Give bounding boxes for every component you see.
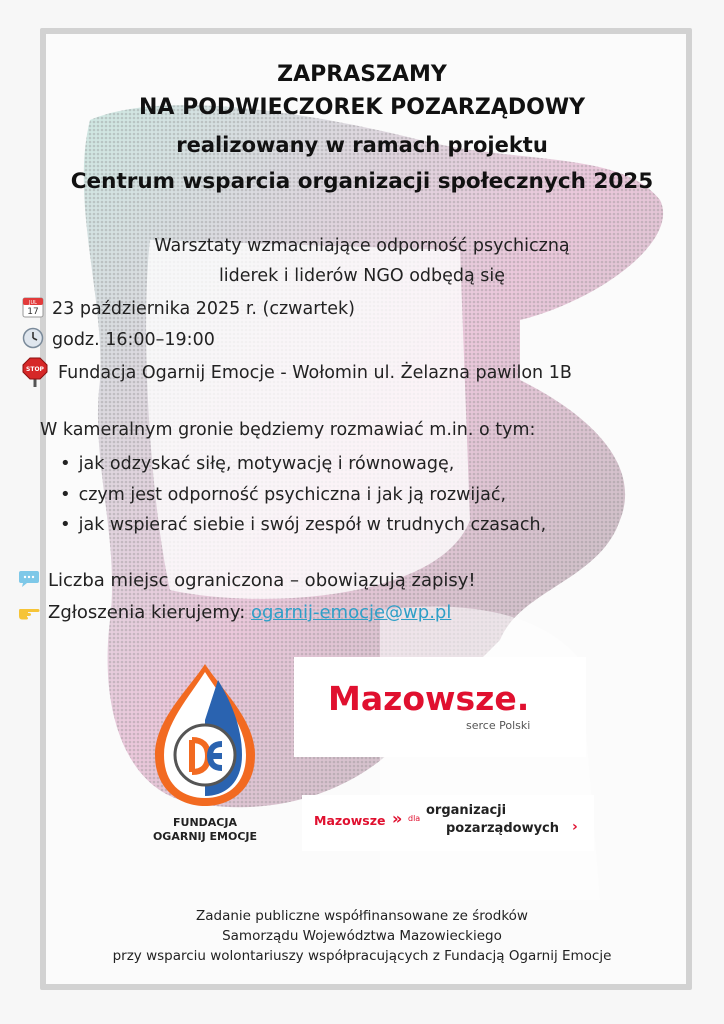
ngo-dla-text: dla [408,814,421,823]
flame-drop-logo-graphic [130,660,280,810]
signup-label: Zgłoszenia kierujemy: [48,602,251,623]
topics-lead: W kameralnym gronie będziemy rozmawiać m.in. o tym: [40,420,536,440]
stop-sign-text: STOP [26,366,44,373]
seats-row [18,568,476,591]
footer-line-2: Samorządu Województwa Mazowieckiego [222,928,502,944]
header-project-name: Centrum wsparcia organizacji społecznych 2025 [70,169,654,194]
mazowsze-serce-polski-logo [294,657,586,757]
mazowsze-tagline: serce Polski [466,719,531,732]
ngo-chevron-icon: › [572,819,578,835]
signup-row [18,600,451,623]
calendar-icon [22,296,46,318]
mazowsze-dla-ngo-logo [302,795,594,851]
signup-email-link[interactable]: ogarnij-emocje@wp.pl [251,602,452,623]
header-project-intro: realizowany w ramach projektu [176,133,548,157]
ngo-line-1: organizacji [426,803,507,818]
event-date-row [22,296,355,319]
seats-limited-text: Liczba miejsc ograniczona – obowiązują zapisy! [48,570,476,591]
header-invite: ZAPRASZAMY [277,62,447,87]
fundacja-ogarnij-emocje-logo [130,660,280,850]
ngo-double-chevron-icon: » [392,809,403,828]
clock-icon [22,327,46,349]
fundacja-logo-line-2: OGARNIJ EMOCJE [152,830,258,843]
event-date: 23 października 2025 r. (czwartek) [52,299,355,319]
ngo-line-2: pozarządowych [446,821,560,836]
calendar-icon-day: 17 [27,307,39,317]
event-place: Fundacja Ogarnij Emocje - Wołomin ul. Żelazna pawilon 1B [58,363,572,383]
footer-line-1: Zadanie publiczne współfinansowane ze środków [196,908,528,924]
topic-item-3: • jak wspierać siebie i swój zespół w trudnych czasach, [60,514,546,535]
speech-bubble-icon [18,568,42,590]
topic-item-2: • czym jest odporność psychiczna i jak ją rozwijać, [60,484,506,505]
fundacja-logo-line-1: FUNDACJA [173,816,237,829]
mazowsze-wordmark: Mazowsze. [328,679,530,718]
stop-sign-icon [22,357,52,387]
intro-line-1: Warsztaty wzmacniające odporność psychiczną [154,236,570,256]
pointing-hand-icon [18,600,42,622]
intro-line-2: liderek i liderów NGO odbędą się [218,266,506,286]
event-time-row [22,327,215,350]
event-place-row [22,357,572,387]
topic-item-1: • jak odzyskać siłę, motywację i równowagę, [60,453,454,474]
header-event-name: NA PODWIECZOREK POZARZĄDOWY [138,95,586,120]
event-time: godz. 16:00–19:00 [52,330,215,350]
calendar-icon-month: JUL [29,300,37,306]
footer-line-3: przy wsparciu wolontariuszy współpracujących z Fundacją Ogarnij Emocje [112,948,612,964]
ngo-mazowsze-wordmark: Mazowsze [314,813,386,828]
